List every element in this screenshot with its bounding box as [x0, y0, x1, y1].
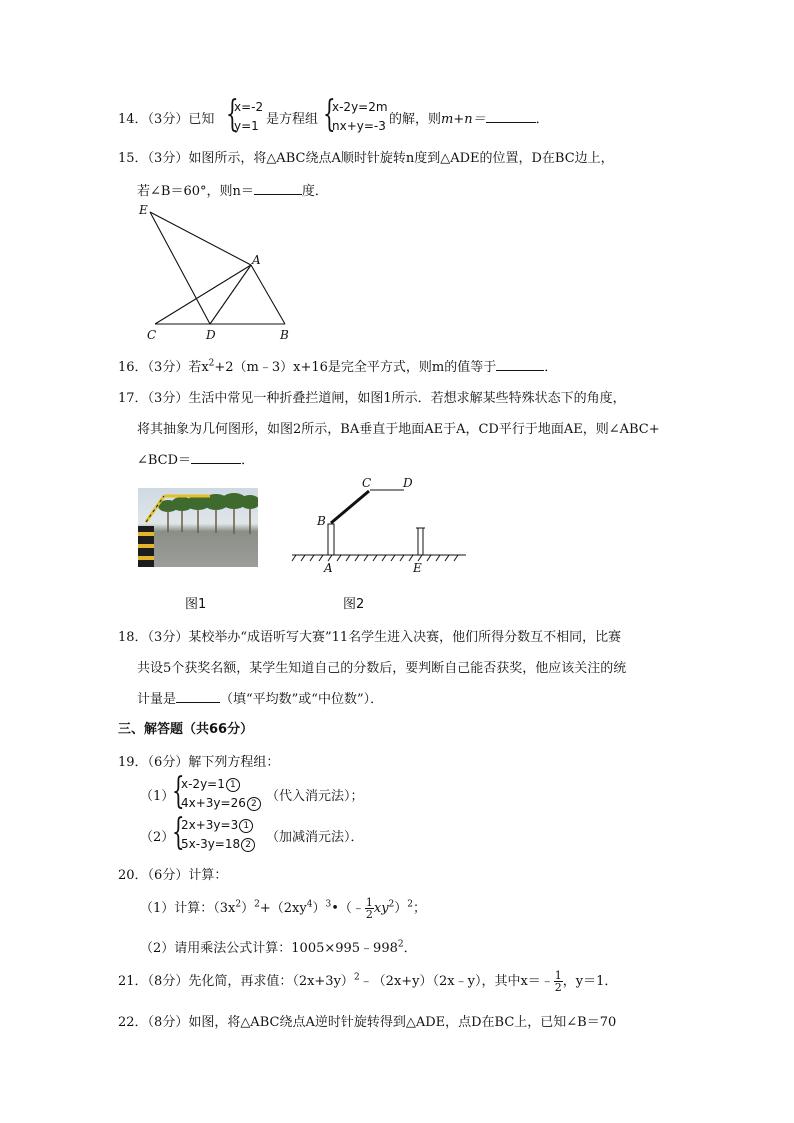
q19-part2-note: （加减消元法）．	[266, 830, 364, 845]
q19-part1-brace: {	[172, 771, 185, 812]
q19-part1-eq1: x-2y=1	[181, 777, 225, 791]
q15-label-a: A	[252, 253, 261, 267]
q14-suffix: 的解，则m+n＝ ．	[389, 112, 549, 127]
q19-part2-mark1: 1	[239, 819, 253, 833]
q15-label-b: B	[280, 328, 289, 342]
q16-text: 16．（3分）若$x^2+2(m﹣3)x+16$是完全平方式，则m的值等于 ．	[118, 358, 558, 375]
q17-answer-blank[interactable]	[191, 451, 241, 464]
q22-line1: 22．（8分）如图，将△ABC绕点A逆时针旋转得到△ADE，点D在BC上，已知∠B＝70	[118, 1015, 617, 1030]
section3-heading: 三、解答题（共66分）	[118, 722, 254, 737]
q19-part2-label: （2）	[140, 830, 175, 845]
q19-title: 19．（6分）解下列方程组：	[118, 755, 280, 770]
q14-known-solution	[234, 98, 263, 136]
q16-answer-blank[interactable]	[496, 358, 544, 371]
q19-part1-mark1: 1	[226, 778, 240, 792]
q14-system-brace: {	[323, 94, 336, 135]
q17-label-b: B	[317, 514, 326, 528]
q21-text: 21．（8分）先化简，再求值：$(2x+3y)^2﹣(2x+y)(2x﹣y)$，其中x＝﹣ $\frac{1}{2}$ ，y＝1．	[118, 969, 618, 994]
q19-part1-note: （代入消元法）；	[266, 789, 364, 804]
q19-part2-mark2: 2	[241, 838, 255, 852]
q19-part1-eq2: 4x+3y=26	[181, 796, 246, 810]
q14-mid: 是方程组	[266, 112, 319, 127]
q21-fraction: $\frac{1}{2}$	[554, 969, 562, 994]
q20-fraction: $\frac{1}{2}$	[365, 896, 373, 921]
q18-line3: 计量是 （填“平均数”或“中位数”）．	[137, 692, 384, 707]
q14-eq1: x-2y=2m	[332, 100, 388, 114]
q17-line1: 17．（3分）生活中常见一种折叠拦道闸，如图1所示．若想求解某些特殊状态下的角度，	[118, 391, 626, 406]
q19-part2-eq1: 2x+3y=3	[181, 818, 239, 832]
q20-title: 20．（6分）计算：	[118, 868, 228, 883]
q19-part2-system	[181, 816, 255, 854]
q18-line1: 18．（3分）某校举办“成语听写大赛”11名学生进入决赛，他们所得分数互不相同，比赛	[118, 630, 622, 645]
q14-answer-blank[interactable]	[486, 110, 536, 123]
q14-system	[332, 98, 388, 136]
q18-answer-blank[interactable]	[176, 690, 220, 703]
q14-known-brace: {	[226, 94, 239, 135]
q19-part2-eq2: 5x-3y=18	[181, 837, 241, 851]
q14-prefix: 14．（3分）已知	[118, 112, 215, 127]
q14-known-x: x=-2	[234, 100, 264, 114]
q17-figure1-photo	[138, 488, 258, 567]
q17-line3: ∠BCD＝ ．	[137, 453, 255, 468]
q14-eq2: nx+y=-3	[332, 119, 386, 133]
q15-label-d: D	[206, 328, 216, 342]
q14-known-y: y=1	[234, 119, 259, 133]
q17-label-a: A	[324, 561, 333, 575]
q19-part1-system	[181, 775, 261, 813]
q18-line2: 共设5个获奖名额，某学生知道自己的分数后，要判断自己能否获奖，他应该关注的统	[137, 661, 627, 676]
q19-part1-mark2: 2	[247, 797, 261, 811]
q20-part1: （1）计算：$(3x^2)^2+(2xy^4)^3•(﹣$ $\frac{1}{2}$ $xy^2)^2$；	[140, 896, 427, 921]
q17-figure2-caption: 图2	[343, 597, 365, 612]
q19-part2-brace: {	[172, 812, 185, 853]
q19-part1-label: （1）	[140, 789, 175, 804]
q15-line2: 若∠B＝60°，则n＝ 度．	[137, 184, 328, 199]
q17-line2: 将其抽象为几何图形，如图2所示，BA垂直于地面AE于A，CD平行于地面AE，则∠ABC+	[137, 422, 660, 437]
q15-label-c: C	[147, 328, 157, 342]
q15-answer-blank[interactable]	[254, 182, 302, 195]
q15-line1: 15．（3分）如图所示，将△ABC绕点A顺时针旋转n度到△ADE的位置，D在BC边上，	[118, 151, 614, 166]
q20-part2: （2）请用乘法公式计算：$1005\times 995﹣998^2$．	[140, 939, 417, 956]
q17-label-e: E	[413, 561, 422, 575]
q17-label-c: C	[362, 476, 372, 490]
q17-label-d: D	[403, 476, 413, 490]
q15-label-e: E	[139, 203, 148, 217]
q17-figure1-caption: 图1	[185, 597, 207, 612]
